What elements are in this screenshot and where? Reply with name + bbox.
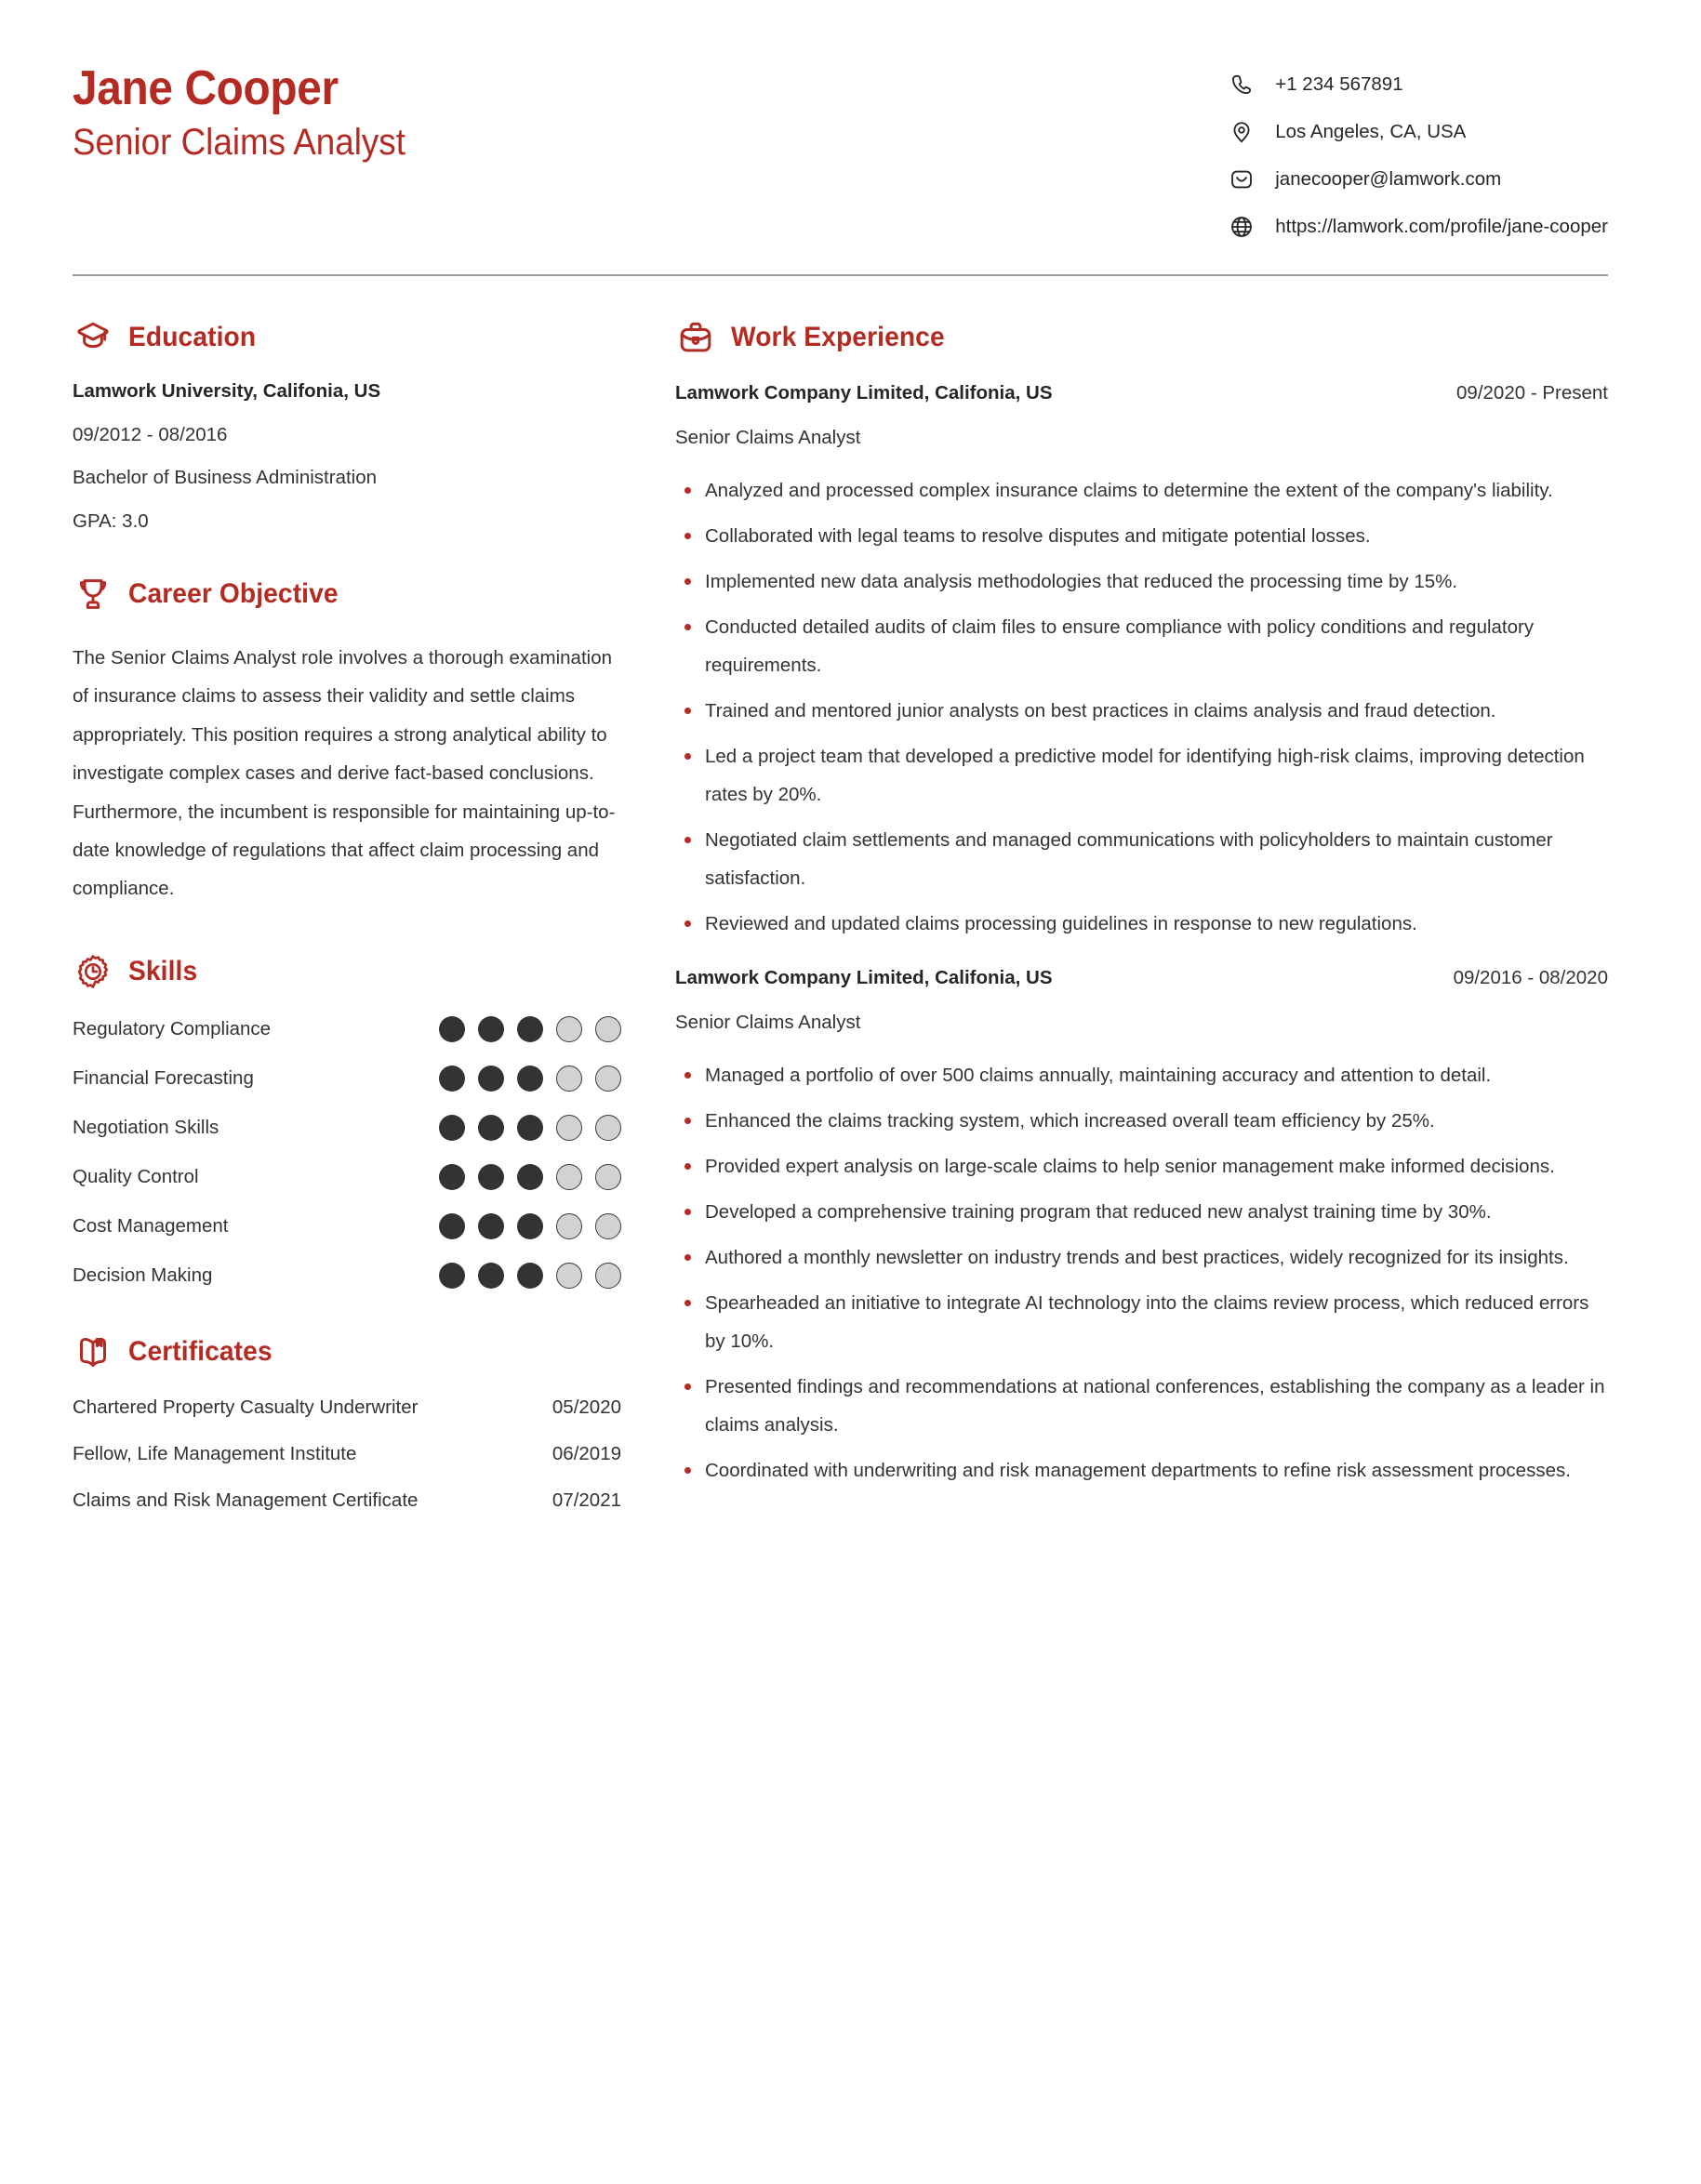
job-company: Lamwork Company Limited, Califonia, US [675, 967, 1053, 988]
contact-phone[interactable] [1228, 71, 1402, 99]
work-experience-title: Work Experience [731, 322, 945, 352]
location-pin-icon [1228, 118, 1256, 146]
certificate-date: 07/2021 [551, 1489, 621, 1511]
job-bullet: Managed a portfolio of over 500 claims annually, maintaining accuracy and attention to detail. [675, 1056, 1608, 1094]
resume-body [0, 276, 1701, 1512]
skill-row [73, 1164, 621, 1190]
education-gpa: GPA: 3.0 [73, 510, 149, 532]
job-bullet: Negotiated claim settlements and managed communications with policyholders to maintain customer satisfaction. [675, 821, 1608, 897]
skill-row [73, 1213, 621, 1239]
certificates-list [73, 1396, 621, 1512]
rating-dot-empty [556, 1115, 582, 1141]
job-bullet: Presented findings and recommendations at national conferences, establishing the company as a leader in claims analysis. [675, 1368, 1608, 1444]
open-book-icon [73, 1331, 113, 1372]
skills-list [73, 1016, 621, 1289]
rating-dot-filled [478, 1066, 504, 1092]
certificate-row [73, 1489, 621, 1512]
certificate-name: Claims and Risk Management Certificate [73, 1489, 419, 1511]
resume-header [0, 0, 1701, 241]
skills-title: Skills [128, 955, 198, 986]
job-bullet: Authored a monthly newsletter on industry trends and best practices, widely recognized for its insights. [675, 1238, 1608, 1277]
section-certificates [73, 1331, 621, 1512]
certificates-heading [73, 1331, 621, 1372]
skill-name: Cost Management [73, 1214, 229, 1237]
rating-dot-filled [478, 1016, 504, 1042]
job-dates: 09/2020 - Present [1456, 382, 1608, 404]
job-bullet-list [675, 1056, 1608, 1489]
rating-dot-filled [478, 1164, 504, 1190]
rating-dot-filled [517, 1016, 543, 1042]
job-bullet: Reviewed and updated claims processing guidelines in response to new regulations. [675, 905, 1608, 943]
gear-clock-icon [73, 951, 113, 992]
job-dates: 09/2016 - 08/2020 [1453, 967, 1608, 988]
rating-dot-empty [595, 1164, 621, 1190]
rating-dot-empty [595, 1263, 621, 1289]
skill-row [73, 1115, 621, 1141]
skill-name: Decision Making [73, 1264, 213, 1286]
left-column [73, 276, 621, 1512]
right-column [675, 276, 1608, 1499]
skill-name: Quality Control [73, 1165, 199, 1187]
job-header [675, 967, 1608, 989]
envelope-icon [1228, 165, 1256, 193]
rating-dot-filled [517, 1164, 543, 1190]
skill-row [73, 1016, 621, 1042]
trophy-icon [73, 574, 113, 615]
section-work-experience [675, 317, 1608, 1489]
candidate-job-title: Senior Claims Analyst [73, 122, 405, 164]
certificates-title: Certificates [128, 1335, 272, 1367]
job-company: Lamwork Company Limited, Califonia, US [675, 382, 1053, 404]
career-objective-heading [73, 574, 621, 615]
work-experience-heading [675, 317, 1608, 358]
certificate-date: 05/2020 [551, 1396, 621, 1418]
rating-dot-empty [556, 1263, 582, 1289]
certificate-row [73, 1396, 621, 1419]
rating-dot-filled [439, 1213, 465, 1239]
identity-block [73, 54, 434, 165]
job-bullet: Trained and mentored junior analysts on best practices in claims analysis and fraud detection. [675, 692, 1608, 730]
section-education [73, 317, 621, 531]
job-role: Senior Claims Analyst [675, 1012, 861, 1033]
rating-dot-filled [439, 1115, 465, 1141]
rating-dot-empty [595, 1066, 621, 1092]
job-bullet-list [675, 471, 1608, 943]
career-objective-text: The Senior Claims Analyst role involves a thorough examination of insurance claims to assess their validity and settle claims appropriately. This position requires a strong analytical ability to investigate complex cases and derive fact-based conclusions. Furthermore, the incumbent is responsible for maintaining up-to-date knowledge of regulations that affect claim processing and compliance. [73, 647, 616, 900]
certificate-name: Chartered Property Casualty Underwriter [73, 1396, 419, 1418]
contact-phone-value: +1 234 567891 [1275, 73, 1403, 95]
skill-rating [439, 1016, 621, 1042]
rating-dot-filled [439, 1263, 465, 1289]
section-skills [73, 951, 621, 1289]
skill-row [73, 1263, 621, 1289]
career-objective-title: Career Objective [128, 578, 339, 609]
rating-dot-empty [595, 1115, 621, 1141]
job-bullet: Coordinated with underwriting and risk management departments to refine risk assessment processes. [675, 1451, 1608, 1489]
rating-dot-filled [517, 1263, 543, 1289]
job-entry [675, 382, 1608, 943]
rating-dot-filled [439, 1016, 465, 1042]
graduation-cap-icon [73, 317, 113, 358]
rating-dot-empty [556, 1213, 582, 1239]
skill-name: Negotiation Skills [73, 1116, 219, 1138]
job-bullet: Collaborated with legal teams to resolve disputes and mitigate potential losses. [675, 517, 1608, 555]
skill-rating [439, 1066, 621, 1092]
job-bullet: Analyzed and processed complex insurance claims to determine the extent of the company's liability. [675, 471, 1608, 510]
skill-rating [439, 1263, 621, 1289]
contact-website-value: https://lamwork.com/profile/jane-cooper [1275, 216, 1608, 237]
contact-email[interactable] [1228, 165, 1501, 193]
education-degree: Bachelor of Business Administration [73, 467, 378, 488]
jobs-list [675, 382, 1608, 1489]
rating-dot-filled [517, 1066, 543, 1092]
contact-website[interactable] [1228, 213, 1608, 241]
certificate-row [73, 1443, 621, 1465]
skill-rating [439, 1213, 621, 1239]
job-bullet: Led a project team that developed a predictive model for identifying high-risk claims, improving detection rates by 20%. [675, 737, 1608, 814]
job-bullet: Provided expert analysis on large-scale claims to help senior management make informed decisions. [675, 1147, 1608, 1185]
certificate-name: Fellow, Life Management Institute [73, 1442, 357, 1464]
rating-dot-filled [517, 1213, 543, 1239]
job-entry [675, 967, 1608, 1489]
briefcase-icon [675, 317, 716, 358]
job-bullet: Conducted detailed audits of claim files to ensure compliance with policy conditions and regulatory requirements. [675, 608, 1608, 684]
rating-dot-filled [439, 1066, 465, 1092]
contact-email-value: janecooper@lamwork.com [1275, 168, 1502, 190]
job-role: Senior Claims Analyst [675, 427, 861, 448]
job-header [675, 382, 1608, 404]
education-title: Education [128, 322, 257, 352]
skill-rating [439, 1115, 621, 1141]
rating-dot-filled [478, 1263, 504, 1289]
globe-icon [1228, 213, 1256, 241]
contact-location[interactable] [1228, 118, 1466, 146]
candidate-name: Jane Cooper [73, 61, 339, 115]
rating-dot-empty [556, 1066, 582, 1092]
contact-list [1228, 54, 1608, 241]
contact-location-value: Los Angeles, CA, USA [1275, 121, 1467, 142]
rating-dot-filled [517, 1115, 543, 1141]
rating-dot-filled [478, 1213, 504, 1239]
rating-dot-filled [478, 1115, 504, 1141]
certificate-date: 06/2019 [551, 1442, 621, 1464]
rating-dot-empty [595, 1213, 621, 1239]
education-dates: 09/2012 - 08/2016 [73, 423, 228, 445]
rating-dot-empty [556, 1164, 582, 1190]
skill-name: Financial Forecasting [73, 1066, 254, 1089]
section-career-objective [73, 574, 621, 908]
job-bullet: Implemented new data analysis methodologies that reduced the processing time by 15%. [675, 563, 1608, 601]
rating-dot-empty [595, 1016, 621, 1042]
education-heading [73, 317, 621, 358]
job-bullet: Developed a comprehensive training program that reduced new analyst training time by 30%. [675, 1193, 1608, 1231]
rating-dot-filled [439, 1164, 465, 1190]
skills-heading [73, 951, 621, 992]
education-school: Lamwork University, Califonia, US [73, 380, 381, 402]
rating-dot-empty [556, 1016, 582, 1042]
skill-rating [439, 1164, 621, 1190]
skill-row [73, 1066, 621, 1092]
phone-icon [1228, 71, 1256, 99]
job-bullet: Enhanced the claims tracking system, which increased overall team efficiency by 25%. [675, 1102, 1608, 1140]
skill-name: Regulatory Compliance [73, 1017, 272, 1039]
job-bullet: Spearheaded an initiative to integrate AI technology into the claims review process, which reduced errors by 10%. [675, 1284, 1608, 1360]
